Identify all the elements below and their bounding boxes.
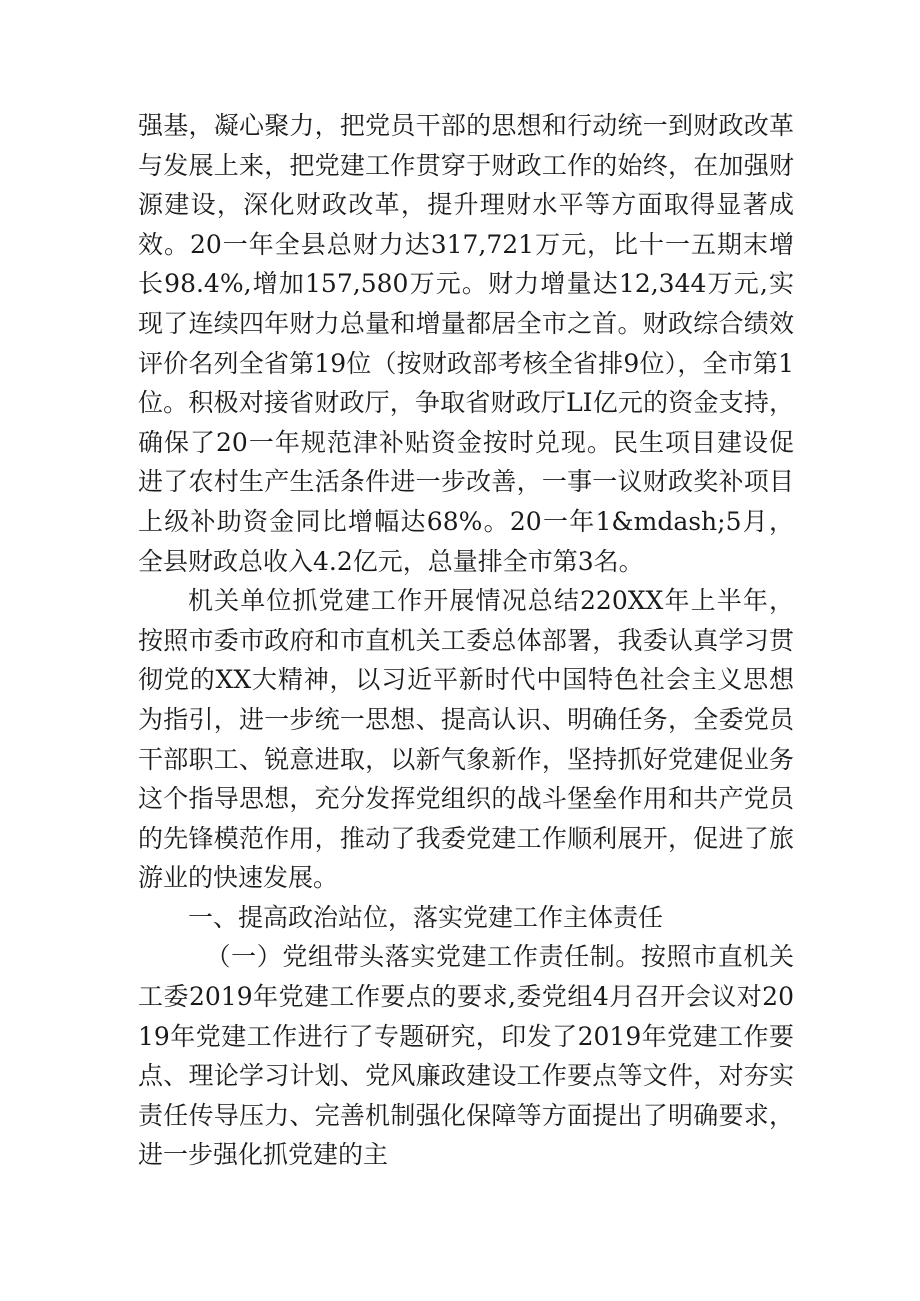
document-body — [138, 106, 794, 1175]
section-heading-1: 一、提高政治站位，落实党建工作主体责任 — [188, 902, 664, 932]
paragraph-finance-results: 强基，凝心聚力，把党员干部的思想和行动统一到财政改革与发展上来，把党建工作贯穿于财政工作的始终，在加强财源建设，深化财政改革，提升理财水平等方面取得显著成效。20一年全县总财力达317,721万元，比十一五期末增长98.4%,增加157,580万元。财力增量达12,344万元,实现了连续四年财力总量和增量都居全市之首。财政综合绩效评价名列全省第19位（按财政部考核全省排9位），全市第1位。积极对接省财政厅，争取省财政厅LI亿元的资金支持，确保了20一年规范津补贴资金按时兑现。民生项目建设促进了农村生产生活条件进一步改善，一事一议财政奖补项目上级补助资金同比增幅达68%。20一年1&mdash;5月，全县财政总收入4.2亿元，总量排全市第3名。 — [138, 111, 794, 576]
paragraph-party-building-summary: 机关单位抓党建工作开展情况总结220XX年上半年，按照市委市政府和市直机关工委总体部署，我委认真学习贯彻党的XX大精神，以习近平新时代中国特色社会主义思想为指引，进一步统一思想、提高认识、明确任务，全委党员干部职工、锐意进取，以新气象新作，坚持抓好党建促业务这个指导思想，充分发挥党组织的战斗堡垒作用和共产党员的先锋模范作用，推动了我委党建工作顺利展开，促进了旅游业的快速发展。 — [138, 586, 794, 893]
paragraph-subsection-1: （一）党组带头落实党建工作责任制。按照市直机关工委2019年党建工作要点的要求,委党组4月召开会议对2019年党建工作进行了专题研究，印发了2019年党建工作要点、理论学习计划、党风廉政建设工作要点等文件，对夯实责任传导压力、完善机制强化保障等方面提出了明确要求，进一步强化抓党建的主 — [138, 942, 794, 1170]
